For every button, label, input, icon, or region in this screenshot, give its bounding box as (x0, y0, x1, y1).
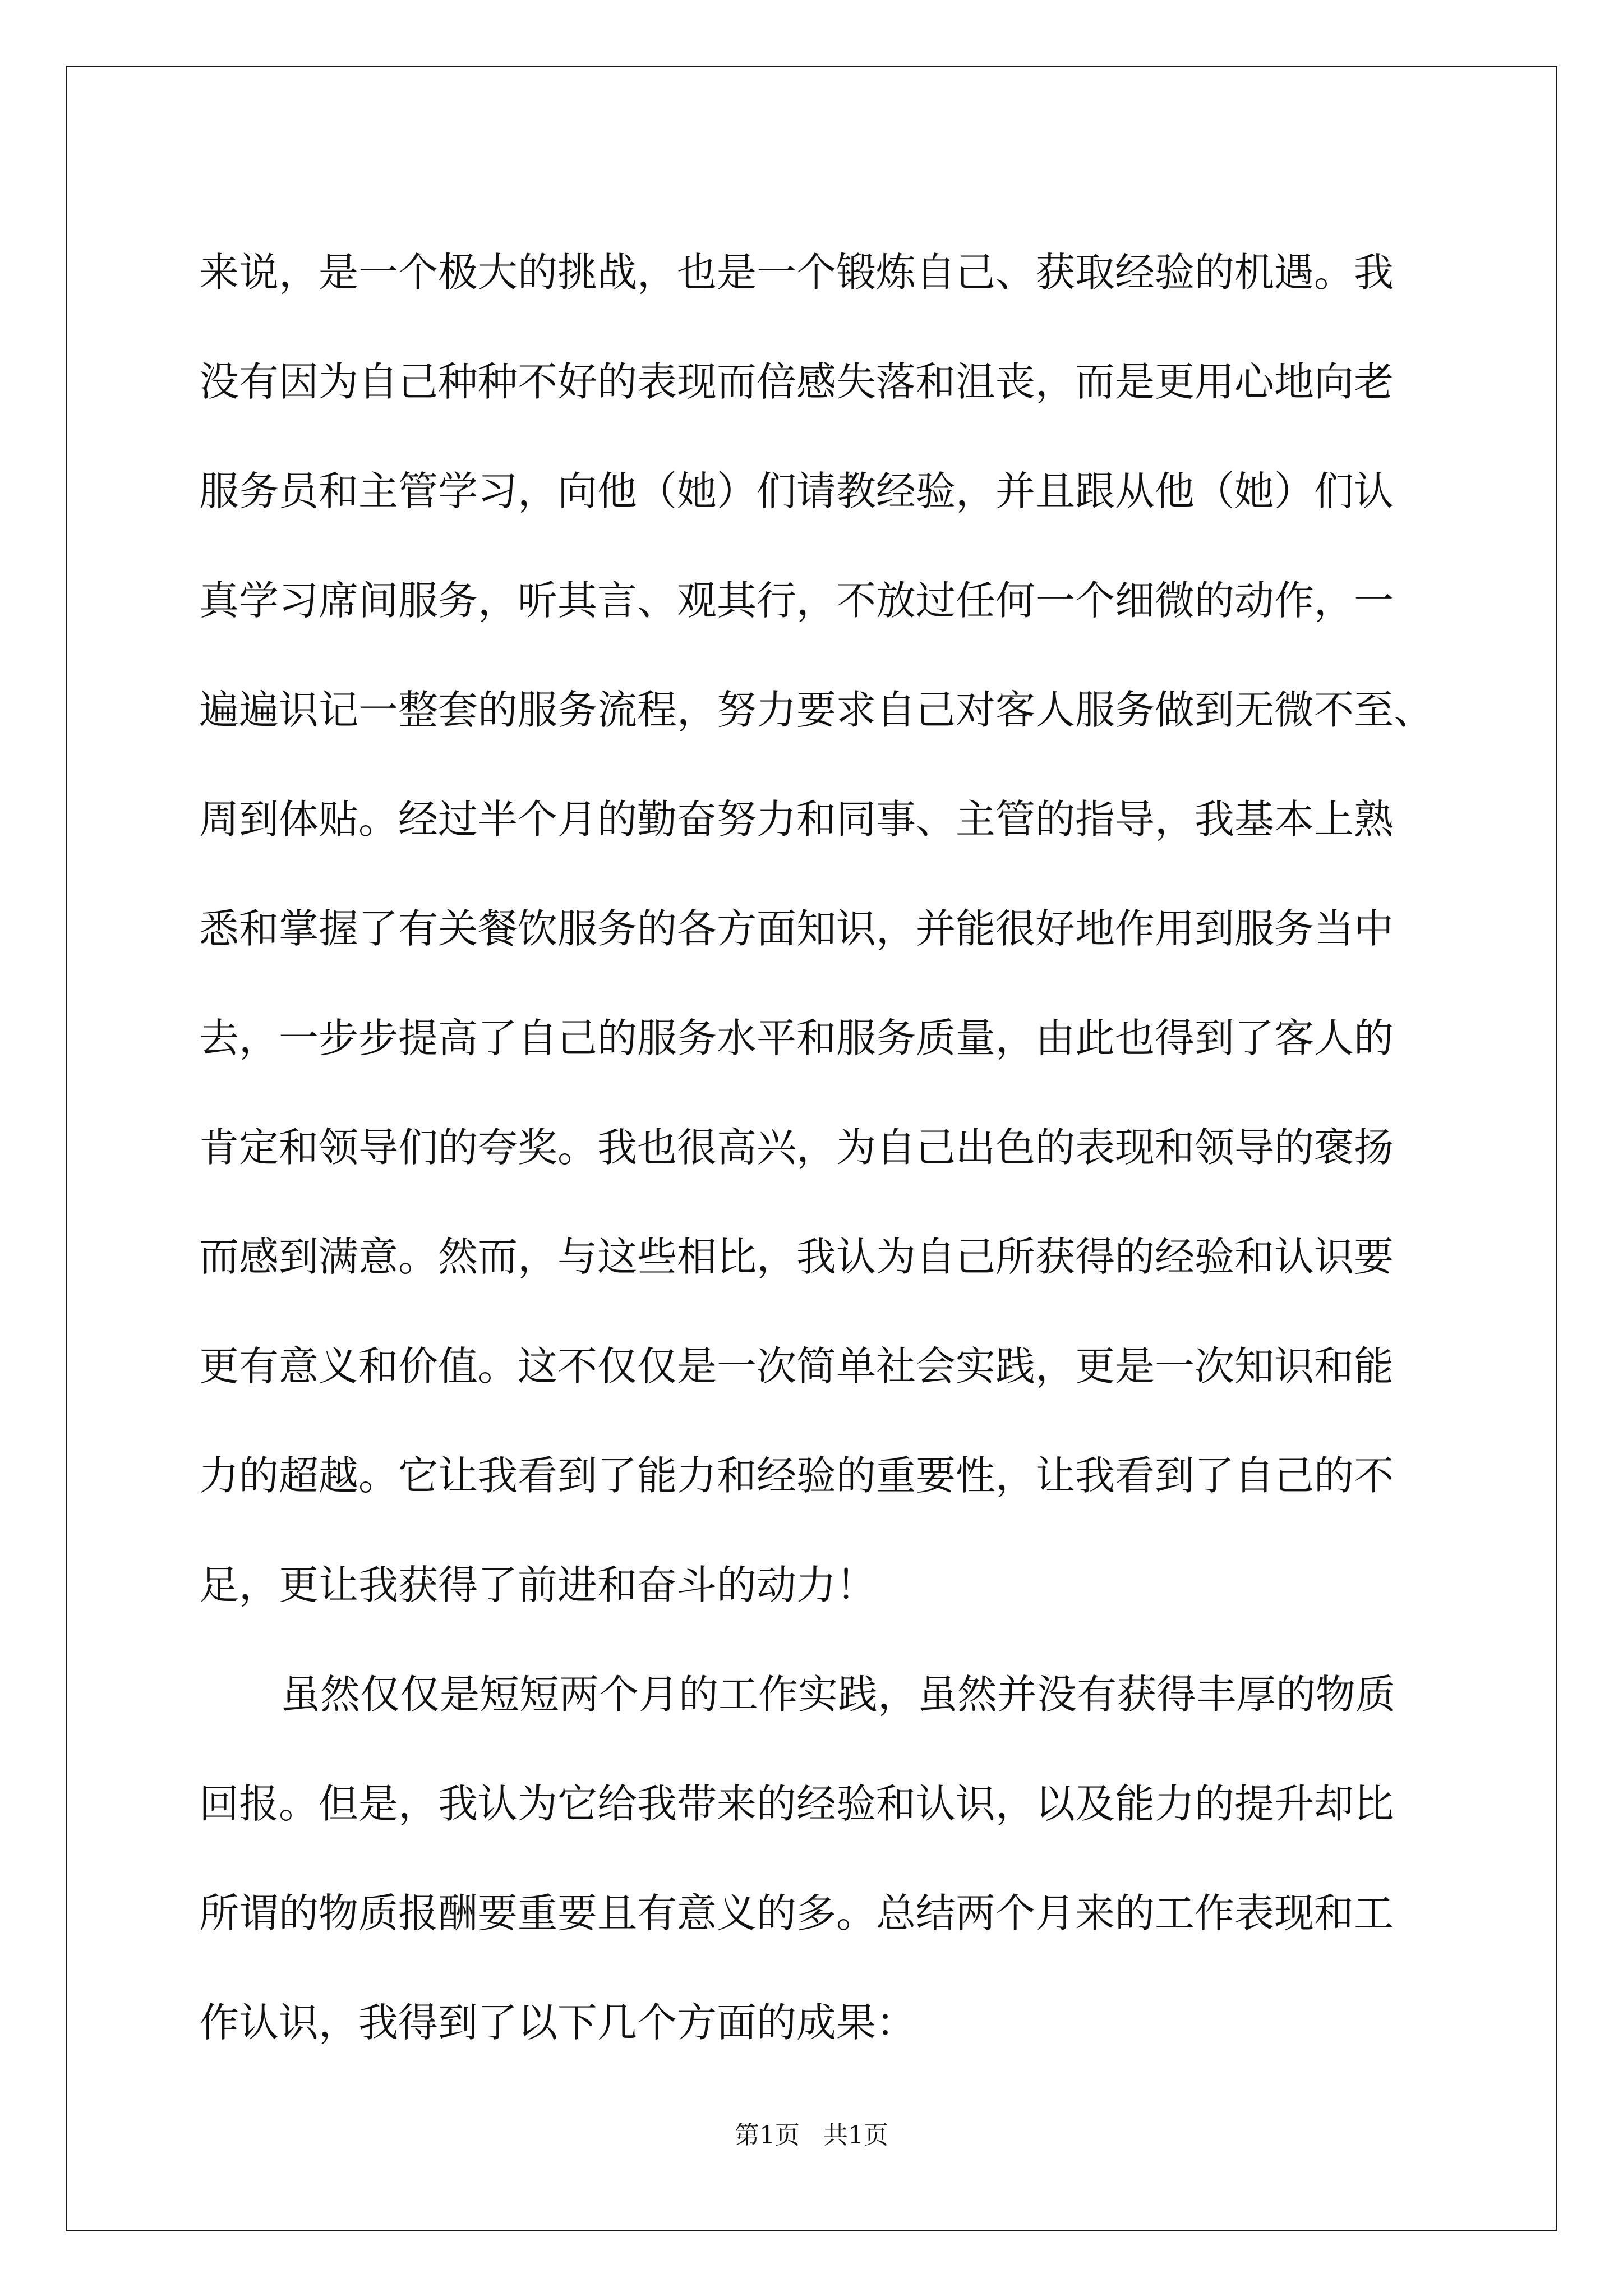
text-line: 去，一步步提高了自己的服务水平和服务质量，由此也得到了客人的 (199, 1015, 1394, 1061)
text-line: 来说，是一个极大的挑战，也是一个锻炼自己、获取经验的机遇。我 (199, 249, 1394, 296)
text-line: 真学习席间服务，听其言、观其行，不放过任何一个细微的动作，一 (199, 577, 1394, 624)
text-line: 力的超越。它让我看到了能力和经验的重要性，让我看到了自己的不 (199, 1452, 1394, 1499)
page-number: 第1页 (735, 2121, 800, 2150)
text-line: 足，更让我获得了前进和奋斗的动力！ (199, 1562, 877, 1608)
page-total: 共1页 (823, 2121, 888, 2150)
text-line: 回报。但是，我认为它给我带来的经验和认识，以及能力的提升却比 (199, 1780, 1394, 1827)
text-line: 所谓的物质报酬要重要且有意义的多。总结两个月来的工作表现和工 (199, 1890, 1394, 1936)
paragraph-1 (199, 218, 1455, 1640)
text-line: 悉和掌握了有关餐饮服务的各方面知识，并能很好地作用到服务当中 (199, 905, 1394, 952)
document-body (199, 218, 1455, 2077)
text-line: 服务员和主管学习，向他（她）们请教经验，并且跟从他（她）们认 (199, 468, 1394, 514)
page-footer (0, 2115, 1623, 2151)
text-line: 而感到满意。然而，与这些相比，我认为自己所获得的经验和认识要 (199, 1234, 1394, 1280)
text-line: 肯定和领导们的夸奖。我也很高兴，为自己出色的表现和领导的褒扬 (199, 1124, 1394, 1171)
text-line: 没有因为自己种种不好的表现而倍感失落和沮丧，而是更用心地向老 (199, 358, 1394, 405)
text-line: 虽然仅仅是短短两个月的工作实践，虽然并没有获得丰厚的物质 (280, 1671, 1396, 1718)
text-line: 更有意义和价值。这不仅仅是一次简单社会实践，更是一次知识和能 (199, 1343, 1394, 1389)
text-line: 周到体贴。经过半个月的勤奋努力和同事、主管的指导，我基本上熟 (199, 796, 1394, 843)
paragraph-2 (199, 1640, 1455, 2077)
text-line: 作认识，我得到了以下几个方面的成果： (199, 1999, 916, 2046)
text-line: 遍遍识记一整套的服务流程，努力要求自己对客人服务做到无微不至、 (199, 687, 1434, 733)
